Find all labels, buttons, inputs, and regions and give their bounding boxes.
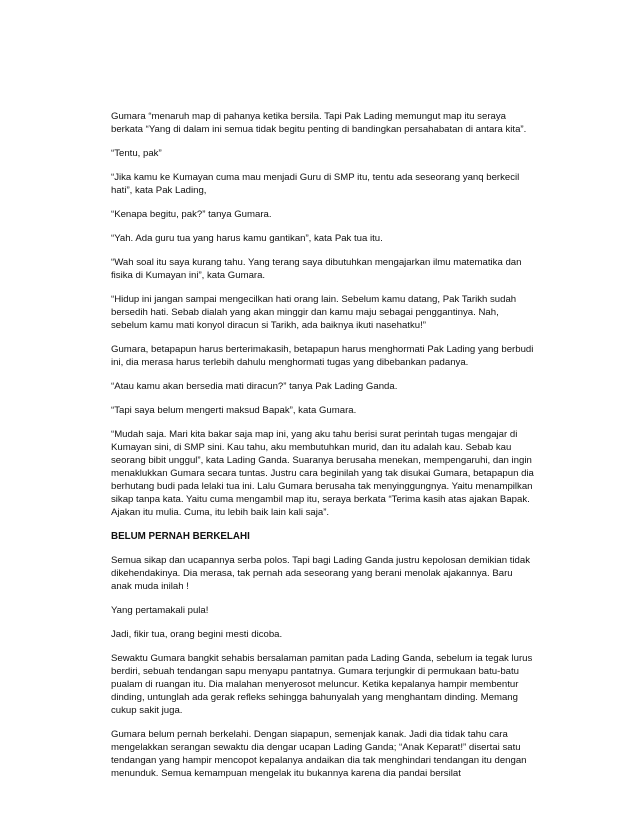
paragraph: “Jika kamu ke Kumayan cuma mau menjadi Guru di SMP itu, tentu ada seseorang yanq berkecil hati”, kata Pak Lading, xyxy=(111,172,520,196)
paragraph: Gumara belum pernah berkelahi. Dengan siapapun, semenjak kanak. Jadi dia tidak tahu cara mengelakkan serangan sewaktu dia dengar ucapan Lading Ganda; “Anak Keparat!” disertai satu tendangan yang hampir mencopot kepalanya andaikan dia tak menghindari tendangan itu dengan menunduk. Semua kemampuan mengelak itu bukannya karena dia pandai bersilat xyxy=(111,729,527,779)
paragraph: “Yah. Ada guru tua yang harus kamu gantikan”, kata Pak tua itu. xyxy=(111,233,383,244)
paragraph: “Mudah saja. Mari kita bakar saja map ini, yang aku tahu berisi surat perintah tugas mengajar di Kumayan sini, di SMP sini. Kau tahu, aku membutuhkan murid, dan itu adalah kau. Sebab kau seorang bibit unggul”, kata Lading Ganda. Suaranya berusaha menekan, mempengaruhi, dan ingin menaklukkan Gumara secara tuntas. Justru cara beginilah yang tak disukai Gumara, betapapun dia berhutang budi pada lelaki tua ini. Lalu Gumara berusaha tak menyinggungnya. Yaitu menampilkan sikap tanpa kata. Yaitu cuma mengambil map itu, seraya berkata “Terima kasih atas ajakan Bapak. Ajakan itu mulia. Cuma, itu lebih baik lain kali saja”. xyxy=(111,429,534,518)
document-body xyxy=(111,110,536,791)
paragraph: “Kenapa begitu, pak?” tanya Gumara. xyxy=(111,209,272,220)
paragraph: “Wah soal itu saya kurang tahu. Yang terang saya dibutuhkan mengajarkan ilmu matematika dan fisika di Kumayan ini”, kata Gumara. xyxy=(111,257,522,281)
paragraph: Gumara “menaruh map di pahanya ketika bersila. Tapi Pak Lading memungut map itu seraya berkata “Yang di dalam ini semua tidak begitu penting di bandingkan persahabatan di antara kita”. xyxy=(111,111,527,135)
paragraph: Yang pertamakali pula! xyxy=(111,605,209,616)
section-heading: BELUM PERNAH BERKELAHI xyxy=(111,531,250,542)
paragraph: Semua sikap dan ucapannya serba polos. Tapi bagi Lading Ganda justru kepolosan demikian tidak dikehendakinya. Dia merasa, tak pernah ada seseorang yang berani menolak ajakannya. Baru anak muda inilah ! xyxy=(111,555,531,592)
paragraph: Jadi, fikir tua, orang begini mesti dicoba. xyxy=(111,629,283,640)
paragraph: “Hidup ini jangan sampai mengecilkan hati orang lain. Sebelum kamu datang, Pak Tarikh sudah bersedih hati. Sebab dialah yang akan minggir dan kamu maju sebagai penggantinya. Nah, sebelum kamu mati konyol diracun si Tarikh, ada baiknya ikuti nasehatku!” xyxy=(111,294,517,331)
paragraph: Sewaktu Gumara bangkit sehabis bersalaman pamitan pada Lading Ganda, sebelum ia tegak lurus berdiri, sebuah tendangan sapu menyapu pantatnya. Gumara terjungkir di permukaan batu-batu pualam di ruangan itu. Dia malahan menyerosot meluncur. Ketika kepalanya hampir membentur dinding, untunglah ada gerak refleks sehingga bahunyalah yang menghantam dinding. Memang cukup sakit juga. xyxy=(111,653,533,716)
paragraph: “Tentu, pak” xyxy=(111,148,162,159)
paragraph: “Tapi saya belum mengerti maksud Bapak”, kata Gumara. xyxy=(111,405,357,416)
paragraph: Gumara, betapapun harus berterimakasih, betapapun harus menghormati Pak Lading yang berbudi ini, dia merasa harus terlebih dahulu menghormati tugas yang dibebankan padanya. xyxy=(111,344,534,368)
paragraph: “Atau kamu akan bersedia mati diracun?” tanya Pak Lading Ganda. xyxy=(111,381,398,392)
